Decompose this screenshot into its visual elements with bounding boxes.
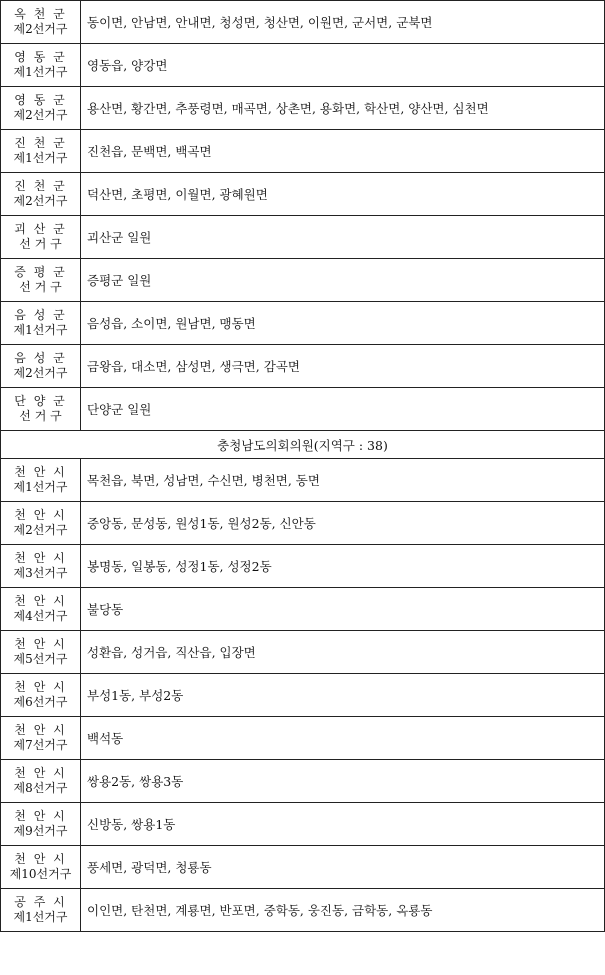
table-row: [1, 631, 605, 674]
district-number: 제1선거구: [13, 323, 68, 337]
table-row: [1, 44, 605, 87]
table-row: [1, 502, 605, 545]
district-name: 천 안 시: [14, 680, 67, 694]
district-name-cell: [1, 44, 81, 87]
district-name: 천 안 시: [14, 594, 67, 608]
district-name: 천 안 시: [14, 852, 67, 866]
district-name-cell: [1, 1, 81, 44]
district-name-cell: [1, 846, 81, 889]
district-name-cell: [1, 259, 81, 302]
district-number: 제2선거구: [13, 366, 68, 380]
table-row: [1, 173, 605, 216]
district-name: 천 안 시: [14, 551, 67, 565]
district-name-cell: [1, 631, 81, 674]
district-areas: 이인면, 탄천면, 계룡면, 반포면, 중학동, 웅진동, 금학동, 옥룡동: [81, 889, 605, 932]
district-number: 제5선거구: [13, 652, 68, 666]
table-row: [1, 259, 605, 302]
table-row: [1, 889, 605, 932]
table-row: [1, 588, 605, 631]
district-name-cell: [1, 345, 81, 388]
table-row: [1, 545, 605, 588]
district-name: 천 안 시: [14, 766, 67, 780]
table-row: [1, 345, 605, 388]
district-number: 제6선거구: [13, 695, 68, 709]
table-row: [1, 87, 605, 130]
district-name-cell: [1, 388, 81, 431]
district-name-cell: [1, 889, 81, 932]
district-number: 제2선거구: [13, 194, 68, 208]
district-name-cell: [1, 674, 81, 717]
district-name: 음 성 군: [14, 351, 67, 365]
district-areas: 괴산군 일원: [81, 216, 605, 259]
table-row: [1, 1, 605, 44]
district-areas: 증평군 일원: [81, 259, 605, 302]
district-name-cell: [1, 173, 81, 216]
section-header-row: [1, 431, 605, 459]
district-areas: 풍세면, 광덕면, 청룡동: [81, 846, 605, 889]
district-name-cell: [1, 459, 81, 502]
district-name-cell: [1, 130, 81, 173]
table-row: [1, 674, 605, 717]
district-number: 제2선거구: [13, 108, 68, 122]
district-name-cell: [1, 588, 81, 631]
district-areas: 동이면, 안남면, 안내면, 청성면, 청산면, 이원면, 군서면, 군북면: [81, 1, 605, 44]
district-number: 선 거 구: [19, 409, 62, 423]
district-areas: 중앙동, 문성동, 원성1동, 원성2동, 신안동: [81, 502, 605, 545]
district-number: 제2선거구: [13, 523, 68, 537]
district-name: 증 평 군: [14, 265, 67, 279]
district-number: 선 거 구: [19, 280, 62, 294]
district-name: 진 천 군: [14, 136, 67, 150]
table-row: [1, 459, 605, 502]
table-row: [1, 130, 605, 173]
district-areas: 백석동: [81, 717, 605, 760]
district-name: 천 안 시: [14, 809, 67, 823]
district-name-cell: [1, 760, 81, 803]
district-name: 영 동 군: [14, 50, 67, 64]
district-name: 공 주 시: [14, 895, 67, 909]
district-areas: 용산면, 황간면, 추풍령면, 매곡면, 상촌면, 용화면, 학산면, 양산면, 심천면: [81, 87, 605, 130]
district-areas: 영동읍, 양강면: [81, 44, 605, 87]
table-row: [1, 803, 605, 846]
district-name-cell: [1, 717, 81, 760]
district-number: 제1선거구: [13, 910, 68, 924]
table-row: [1, 717, 605, 760]
table-row: [1, 216, 605, 259]
table-row: [1, 302, 605, 345]
district-areas: 부성1동, 부성2동: [81, 674, 605, 717]
district-name-cell: [1, 803, 81, 846]
district-name-cell: [1, 545, 81, 588]
district-name: 천 안 시: [14, 637, 67, 651]
district-areas: 금왕읍, 대소면, 삼성면, 생극면, 감곡면: [81, 345, 605, 388]
district-name-cell: [1, 87, 81, 130]
district-name-cell: [1, 302, 81, 345]
district-table-body: [1, 1, 605, 932]
district-number: 제9선거구: [13, 824, 68, 838]
district-name-cell: [1, 216, 81, 259]
district-areas: 덕산면, 초평면, 이월면, 광혜원면: [81, 173, 605, 216]
district-number: 제7선거구: [13, 738, 68, 752]
district-areas: 신방동, 쌍용1동: [81, 803, 605, 846]
district-areas: 쌍용2동, 쌍용3동: [81, 760, 605, 803]
district-name-cell: [1, 502, 81, 545]
district-number: 제1선거구: [13, 151, 68, 165]
district-areas: 불당동: [81, 588, 605, 631]
table-row: [1, 846, 605, 889]
district-number: 제1선거구: [13, 65, 68, 79]
district-name: 천 안 시: [14, 508, 67, 522]
district-number: 제8선거구: [13, 781, 68, 795]
district-number: 제2선거구: [13, 22, 68, 36]
district-name: 천 안 시: [14, 723, 67, 737]
section-header: 충청남도의회의원(지역구 : 38): [1, 431, 605, 459]
district-areas: 음성읍, 소이면, 원남면, 맹동면: [81, 302, 605, 345]
district-name: 음 성 군: [14, 308, 67, 322]
district-areas: 성환읍, 성거읍, 직산읍, 입장면: [81, 631, 605, 674]
district-name: 단 양 군: [14, 394, 67, 408]
district-number: 선 거 구: [19, 237, 62, 251]
district-areas: 목천읍, 북면, 성남면, 수신면, 병천면, 동면: [81, 459, 605, 502]
district-areas: 봉명동, 일봉동, 성정1동, 성정2동: [81, 545, 605, 588]
district-number: 제10선거구: [9, 867, 72, 881]
district-name: 괴 산 군: [14, 222, 67, 236]
table-row: [1, 388, 605, 431]
district-areas: 단양군 일원: [81, 388, 605, 431]
district-name: 진 천 군: [14, 179, 67, 193]
district-number: 제3선거구: [13, 566, 68, 580]
table-row: [1, 760, 605, 803]
district-areas: 진천읍, 문백면, 백곡면: [81, 130, 605, 173]
district-number: 제4선거구: [13, 609, 68, 623]
district-name: 천 안 시: [14, 465, 67, 479]
district-number: 제1선거구: [13, 480, 68, 494]
district-name: 옥 천 군: [14, 7, 67, 21]
district-name: 영 동 군: [14, 93, 67, 107]
